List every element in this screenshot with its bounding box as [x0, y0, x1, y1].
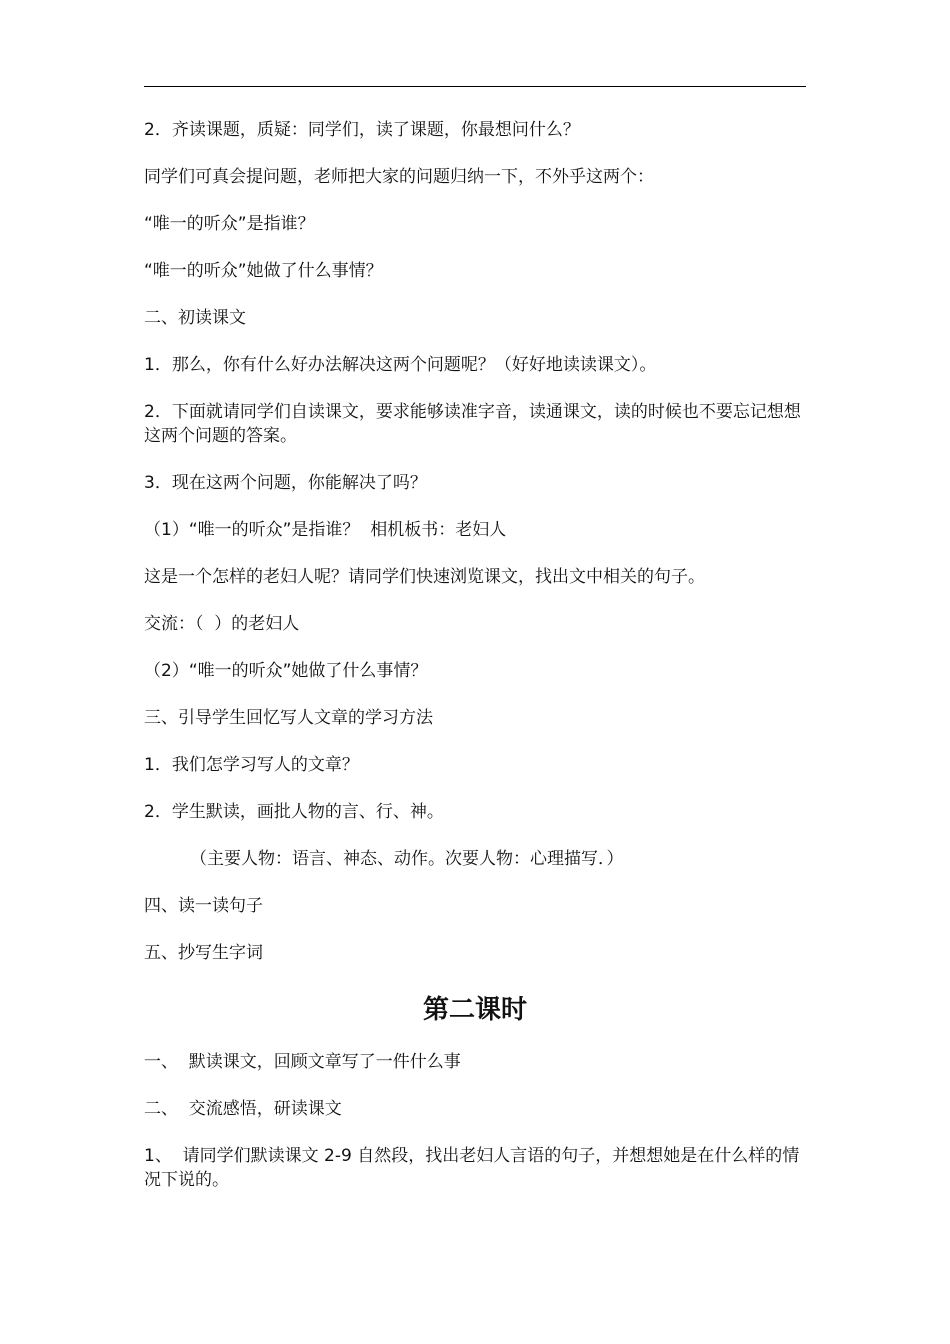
paragraph: 交流：（ ）的老妇人 — [144, 614, 300, 634]
paragraph: （2）“唯一的听众”她做了什么事情？ — [144, 661, 428, 681]
paragraph: 2．学生默读，画批人物的言、行、神。 — [144, 802, 444, 822]
section-heading: 二、初读课文 — [144, 308, 246, 328]
section-heading: 二、 交流感悟，研读课文 — [144, 1099, 342, 1119]
paragraph: 1．那么，你有什么好办法解决这两个问题呢？（好好地读读课文）。 — [144, 355, 657, 375]
paragraph: 1、 请同学们默读课文 2-9 自然段，找出老妇人言语的句子，并想想她是在什么样的情况下说的。 — [144, 1146, 800, 1190]
header-rule — [144, 86, 806, 87]
paragraph: （主要人物：语言、神态、动作。次要人物：心理描写．） — [190, 849, 624, 869]
paragraph: 2．下面就请同学们自读课文，要求能够读准字音，读通课文，读的时候也不要忘记想想这两个问题的答案。 — [144, 402, 801, 446]
section-heading: 一、 默读课文，回顾文章写了一件什么事 — [144, 1052, 461, 1072]
document-body — [144, 118, 806, 1215]
paragraph: 1．我们怎学习写人的文章？ — [144, 755, 359, 775]
paragraph: 3．现在这两个问题，你能解决了吗？ — [144, 473, 427, 493]
section-heading: 五、抄写生字词 — [144, 943, 263, 963]
paragraph: 2．齐读课题，质疑：同学们，读了课题，你最想问什么？ — [144, 120, 580, 140]
paragraph: “唯一的听众”她做了什么事情？ — [144, 261, 383, 281]
paragraph: （1）“唯一的听众”是指谁？ 相机板书：老妇人 — [144, 520, 507, 540]
section-heading: 四、读一读句子 — [144, 896, 263, 916]
paragraph: 这是一个怎样的老妇人呢？请同学们快速浏览课文，找出文中相关的句子。 — [144, 567, 705, 587]
paragraph: 同学们可真会提问题，老师把大家的问题归纳一下，不外乎这两个： — [144, 167, 654, 187]
section-heading: 三、引导学生回忆写人文章的学习方法 — [144, 708, 433, 728]
lesson-heading: 第二课时 — [422, 995, 527, 1025]
paragraph: “唯一的听众”是指谁？ — [144, 214, 315, 234]
